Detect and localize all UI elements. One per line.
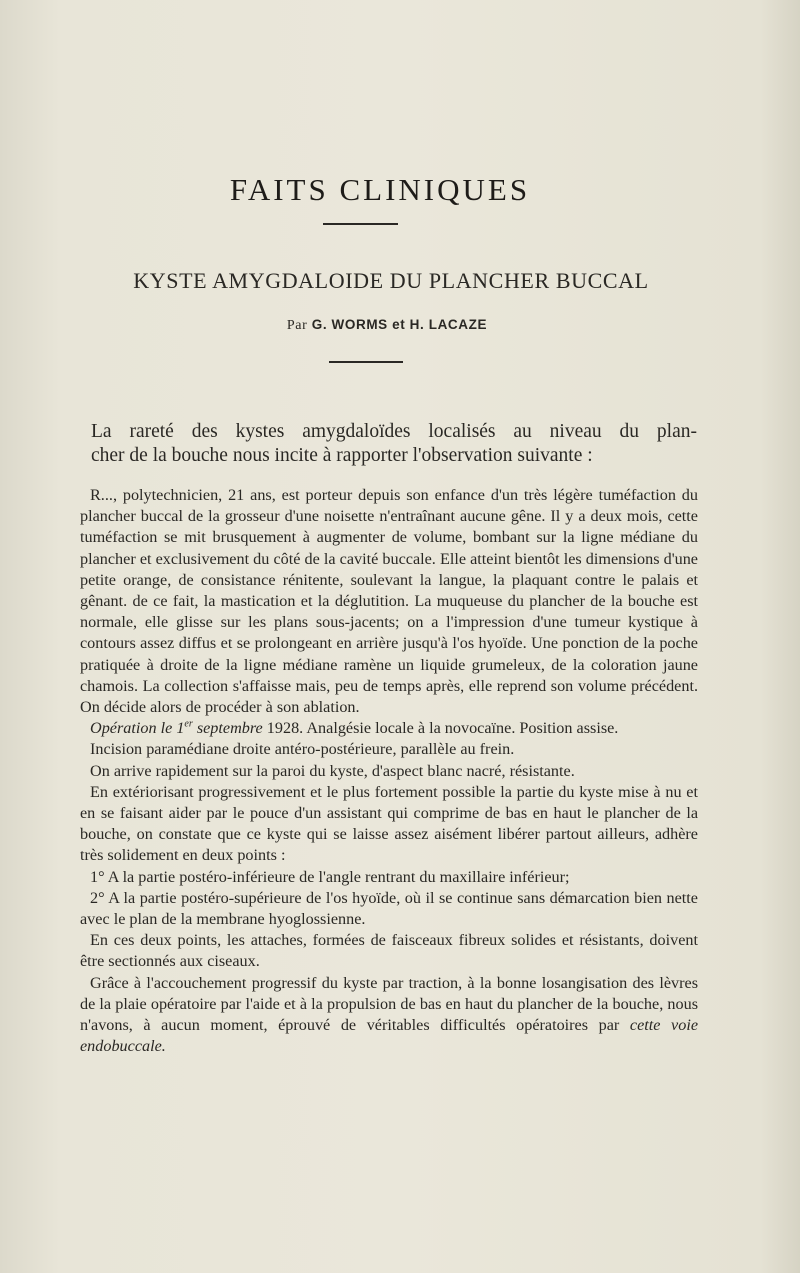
operation-label: Opération le [90, 719, 173, 738]
title-divider [323, 223, 398, 225]
conclusion-italic: cette voie endobuccale. [80, 1016, 699, 1056]
byline-divider [329, 361, 403, 363]
paragraph-case-history: R..., polytechnicien, 21 ans, est porteur depuis son enfance d'un très légère tuméfaction du plancher buccal de la grosseur d'une noisette n'entraînant aucune gêne. Il y a deux mois, cette tuméfaction se mit brusquement à augmenter de volume, bombant sur la ligne médiane du plancher et exclusivement du côté de la cavité buccale. Elle atteint bientôt les dimensions d'une petite orange, de consistance rénitente, soulevant la langue, la plaquant contre le palais et gênant. de ce fait, la mastication et la déglutition. La muqueuse du plancher de la bouche est normale, elle glisse sur les plans sous-jacents; on a l'impression d'une tumeur kystique à contours assez diffus et se prolongeant en arrière jusqu'à l'os hyoïde. Une ponction de la poche pratiquée à droite de la ligne médiane ramène un liquide grumeleux, de la coloration jaune chamois. La collection s'affaisse mais, peu de temps après, elle reprend son volume précédent. On décide alors de procéder à son ablation. [80, 486, 698, 717]
operation-details: 1928. Analgésie locale à la novocaïne. Position assise. [266, 719, 619, 738]
byline [0, 317, 774, 334]
operation-month: septembre [196, 719, 263, 738]
paragraph-point-1: 1° A la partie postéro-inférieure de l'angle rentrant du maxillaire inférieur; [90, 867, 570, 886]
lead-line-2: cher de la bouche nous incite à rapporter l'observation suivante : [91, 445, 593, 466]
lead-line-1: La rareté des kystes amygdaloïdes localisés au niveau du plan- [91, 421, 697, 442]
byline-prefix: Par [286, 318, 308, 333]
paragraph-exteriorisation: En extériorisant progressivement et le plus fortement possible la partie du kyste mise à nu et en se faisant aider par le pouce d'un assistant qui comprime de bas en haut le plancher de la bouche, on constate que ce kyste qui se laisse assez aisément libérer partout ailleurs, adhère très solidement en deux points : [80, 782, 698, 865]
operation-day: 1er [176, 718, 193, 738]
article-body [80, 485, 698, 1057]
paragraph-incision: Incision paramédiane droite antéro-postérieure, parallèle au frein. [90, 740, 515, 759]
paragraph-cyst-wall: On arrive rapidement sur la paroi du kyste, d'aspect blanc nacré, résistante. [90, 761, 575, 780]
paragraph-conclusion: Grâce à l'accouchement progressif du kyste par traction, à la bonne losangisation des lèvres de la plaie opératoire par l'aide et à la propulsion de bas en haut du plancher de la bouche, nous n'avons, à aucun moment, éprouvé de véritables difficultés opératoires par cette voie endobuccale. [80, 973, 699, 1056]
article-title: KYSTE AMYGDALOIDE DU PLANCHER BUCCAL [133, 268, 649, 293]
paragraph-point-2: 2° A la partie postéro-supérieure de l'os hyoïde, où il se continue sans démarcation bien nette avec le plan de la membrane hyoglossienne. [80, 888, 698, 929]
lead-paragraph [91, 420, 697, 468]
author-names: G. WORMS et H. LACAZE [311, 317, 488, 332]
section-title: FAITS CLINIQUES [229, 172, 531, 207]
paragraph-operation-date [80, 718, 698, 739]
paragraph-attachments: En ces deux points, les attaches, formées de faisceaux fibreux solides et résistants, doivent être sectionnés aux ciseaux. [80, 931, 698, 971]
